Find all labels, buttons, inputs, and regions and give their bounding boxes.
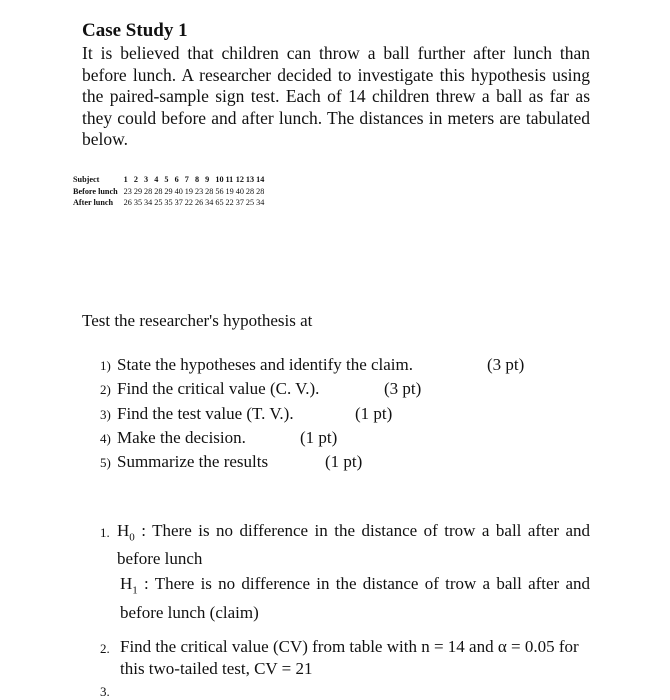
table-cell: 23: [194, 186, 204, 196]
task-points: (3 pt): [487, 355, 525, 374]
h0-label: $H_0$: [117, 521, 135, 544]
table-row-before: Before lunch 23 29 28 28 29 40 19 23 28 56 19 40 28 28: [73, 186, 265, 196]
table-cell: 23: [123, 186, 132, 196]
table-cell: 25: [154, 198, 163, 207]
answer-2: 2. Find the critical value (CV) from table with n = 14 and α = 0.05 for this two-tailed test, CV = 21: [100, 637, 579, 678]
table-cell: 34: [144, 198, 153, 207]
h1-text: : There is no difference in the distance of trow a ball after and before lunch (claim): [120, 574, 590, 622]
table-cell: 28: [256, 186, 265, 196]
table-cell: 37: [235, 198, 244, 207]
case-study-title: Case Study 1: [82, 20, 188, 41]
distance-table: [72, 174, 265, 209]
table-cell: 29: [164, 186, 173, 196]
task-points: (3 pt): [384, 379, 422, 398]
table-cell: 35: [164, 198, 173, 207]
table-cell: 40: [174, 186, 183, 196]
table-cell: 28: [205, 186, 214, 196]
task-points: (1 pt): [300, 428, 338, 447]
task-text: Summarize the results: [117, 452, 269, 471]
task-text: Make the decision.: [117, 428, 246, 447]
prompt-text: Test the researcher's hypothesis at: [82, 311, 313, 330]
table-cell: 19: [225, 186, 234, 196]
task-text: Find the test value (T. V.).: [117, 404, 294, 423]
table-cell: 4: [154, 175, 159, 184]
task-points: (1 pt): [355, 404, 393, 423]
table-cell: 28: [154, 186, 163, 196]
table-cell: 7: [184, 175, 189, 184]
table-cell: 14: [256, 175, 265, 184]
table-cell: 19: [184, 186, 193, 196]
intro-paragraph: It is believed that children can throw a ball further after lunch than before lunch. A researcher decided to investigate this hypothesis using the paired-sample sign test. Each of 14 children threw a ball as far as they could before and after lunch. The distances in meters are tabulated below.: [82, 43, 590, 149]
table-cell: 26: [194, 198, 204, 207]
answer-1: 1. $H_0$ : There is no difference in the distance of trow a ball after and before lunch $H_1$ : There is no difference in the distance of trow a ball after and before lunch (claim): [100, 521, 590, 622]
h0-text: : There is no difference in the distance of trow a ball after and before lunch: [117, 521, 590, 569]
table-cell: 8: [194, 175, 200, 184]
table-cell: 28: [245, 186, 255, 196]
table-cell: 25: [245, 198, 255, 207]
table-row-after: After lunch 26 35 34 25 35 37 22 26 34 65 22 37 25 34: [73, 198, 265, 207]
answer-3-number: 3.: [100, 684, 110, 699]
table-cell: 40: [235, 186, 244, 196]
task-number: 2): [100, 382, 111, 397]
task-text: Find the critical value (C. V.).: [117, 379, 320, 398]
task-text: State the hypotheses and identify the claim.: [117, 355, 414, 374]
table-cell: 28: [144, 186, 153, 196]
table-cell: 11: [225, 175, 234, 184]
table-cell: 65: [215, 198, 224, 207]
table-cell: 56: [215, 186, 224, 196]
task-points: (1 pt): [325, 452, 363, 471]
table-cell: 3: [144, 175, 149, 184]
table-cell: 26: [123, 198, 132, 207]
task-number: 4): [100, 431, 111, 446]
table-cell: 29: [133, 186, 143, 196]
h1-label: $H_1$: [120, 574, 138, 597]
table-cell: 5: [164, 175, 169, 184]
table-cell: 6: [174, 175, 179, 184]
table-cell: 35: [133, 198, 143, 207]
table-cell: 12: [235, 175, 244, 184]
task-number: 3): [100, 407, 111, 422]
table-cell: 10: [215, 175, 224, 184]
table-cell: 34: [205, 198, 214, 207]
table-cell: 1: [123, 175, 128, 184]
task-number: 5): [100, 455, 111, 470]
table-cell: 22: [184, 198, 193, 207]
table-cell: 2: [133, 175, 138, 184]
table-cell: 37: [174, 198, 183, 207]
table-cell: 34: [256, 198, 265, 207]
task-number: 1): [100, 358, 111, 373]
table-row-subject: Subject 1 2 3 4 5 6 7 8 9 10 11 12 13 14: [73, 175, 265, 184]
table-cell: 22: [225, 198, 234, 207]
table-cell: 9: [205, 175, 210, 184]
table-cell: 13: [245, 175, 255, 184]
